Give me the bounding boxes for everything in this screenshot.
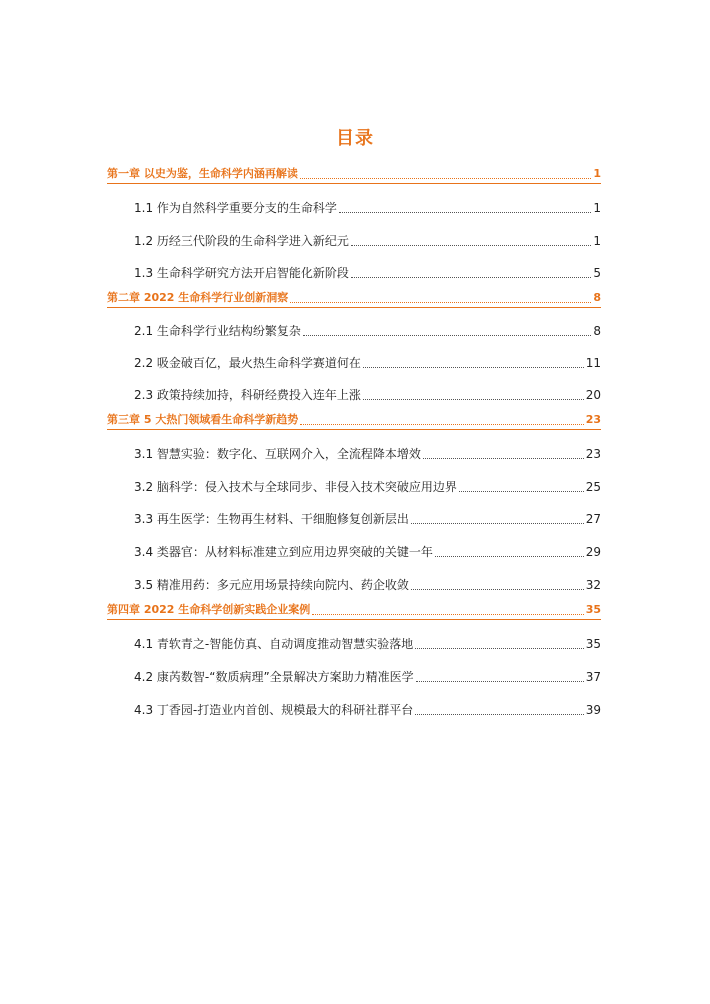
toc-section-3-3[interactable] bbox=[134, 509, 601, 527]
dot-leader bbox=[300, 423, 583, 425]
toc-section-1-2[interactable] bbox=[134, 231, 601, 249]
toc-entry-page: 25 bbox=[585, 480, 601, 494]
toc-section-3-5[interactable] bbox=[134, 575, 601, 593]
dot-leader bbox=[459, 490, 584, 492]
toc-entry-label: 第二章 2022 生命科学行业创新洞察 bbox=[107, 291, 289, 304]
toc-entry-page: 8 bbox=[593, 291, 601, 304]
toc-entry-label: 1.2 历经三代阶段的生命科学进入新纪元 bbox=[134, 234, 349, 248]
toc-entry-label: 第一章 以史为鉴，生命科学内涵再解读 bbox=[107, 167, 298, 180]
toc-entry-page: 23 bbox=[585, 447, 601, 461]
toc-entry-label: 3.1 智慧实验：数字化、互联网介入，全流程降本增效 bbox=[134, 447, 421, 461]
toc-entry-label: 4.3 丁香园-打造业内首创、规模最大的科研社群平台 bbox=[134, 703, 414, 717]
toc-entry-label: 4.2 康芮数智-“数质病理”全景解决方案助力精准医学 bbox=[134, 670, 414, 684]
toc-entry-label: 第四章 2022 生命科学创新实践企业案例 bbox=[107, 603, 311, 616]
toc-chapter-2[interactable] bbox=[107, 290, 601, 308]
toc-section-2-2[interactable] bbox=[134, 353, 601, 371]
toc-entry-label: 3.5 精准用药：多元应用场景持续向院内、药企收敛 bbox=[134, 578, 409, 592]
dot-leader bbox=[411, 522, 584, 524]
dot-leader bbox=[312, 613, 583, 615]
toc-section-3-4[interactable] bbox=[134, 542, 601, 560]
toc-section-4-1[interactable] bbox=[134, 634, 601, 652]
dot-leader bbox=[339, 211, 591, 213]
toc-section-4-2[interactable] bbox=[134, 667, 601, 685]
dot-leader bbox=[415, 647, 583, 649]
dot-leader bbox=[435, 555, 584, 557]
dot-leader bbox=[415, 713, 583, 715]
toc-chapter-4[interactable] bbox=[107, 602, 601, 620]
toc-entry-label: 第三章 5 大热门领域看生命科学新趋势 bbox=[107, 413, 299, 426]
toc-chapter-3[interactable] bbox=[107, 412, 601, 430]
toc-entry-label: 2.2 吸金破百亿，最火热生命科学赛道何在 bbox=[134, 356, 361, 370]
toc-entry-label: 3.2 脑科学：侵入技术与全球同步、非侵入技术突破应用边界 bbox=[134, 480, 457, 494]
dot-leader bbox=[363, 366, 584, 368]
dot-leader bbox=[351, 244, 591, 246]
toc-entry-page: 35 bbox=[585, 603, 601, 616]
toc-entry-page: 32 bbox=[585, 578, 601, 592]
toc-entry-label: 2.3 政策持续加持，科研经费投入连年上涨 bbox=[134, 388, 361, 402]
toc-entry-page: 27 bbox=[585, 512, 601, 526]
toc-entry-label: 3.4 类器官：从材料标准建立到应用边界突破的关键一年 bbox=[134, 545, 433, 559]
dot-leader bbox=[423, 457, 584, 459]
toc-chapter-1[interactable] bbox=[107, 166, 601, 184]
toc-section-2-1[interactable] bbox=[134, 321, 601, 339]
toc-entry-page: 5 bbox=[593, 266, 601, 280]
toc-entry-page: 11 bbox=[585, 356, 601, 370]
toc-entry-page: 37 bbox=[585, 670, 601, 684]
dot-leader bbox=[351, 276, 591, 278]
toc-entry-label: 1.3 生命科学研究方法开启智能化新阶段 bbox=[134, 266, 349, 280]
toc-entry-page: 39 bbox=[585, 703, 601, 717]
dot-leader bbox=[411, 588, 584, 590]
dot-leader bbox=[363, 398, 584, 400]
dot-leader bbox=[416, 680, 584, 682]
dot-leader bbox=[303, 334, 591, 336]
toc-entry-page: 1 bbox=[593, 167, 601, 180]
dot-leader bbox=[290, 301, 591, 303]
toc-entry-page: 1 bbox=[593, 201, 601, 215]
toc-entry-page: 35 bbox=[585, 637, 601, 651]
dot-leader bbox=[300, 177, 592, 179]
toc-section-1-3[interactable] bbox=[134, 263, 601, 281]
toc-entry-page: 29 bbox=[585, 545, 601, 559]
toc-entry-page: 23 bbox=[585, 413, 601, 426]
toc-title: 目录 bbox=[336, 128, 374, 149]
toc-entry-label: 4.1 青软青之-智能仿真、自动调度推动智慧实验落地 bbox=[134, 637, 414, 651]
toc-section-4-3[interactable] bbox=[134, 700, 601, 718]
toc-entry-label: 2.1 生命科学行业结构纷繁复杂 bbox=[134, 324, 301, 338]
toc-entry-page: 8 bbox=[593, 324, 601, 338]
toc-section-3-2[interactable] bbox=[134, 477, 601, 495]
toc-entry-page: 20 bbox=[585, 388, 601, 402]
toc-section-1-1[interactable] bbox=[134, 198, 601, 216]
toc-entry-label: 3.3 再生医学：生物再生材料、干细胞修复创新层出 bbox=[134, 512, 409, 526]
toc-entry-page: 1 bbox=[593, 234, 601, 248]
toc-section-3-1[interactable] bbox=[134, 444, 601, 462]
toc-entry-label: 1.1 作为自然科学重要分支的生命科学 bbox=[134, 201, 337, 215]
toc-section-2-3[interactable] bbox=[134, 385, 601, 403]
